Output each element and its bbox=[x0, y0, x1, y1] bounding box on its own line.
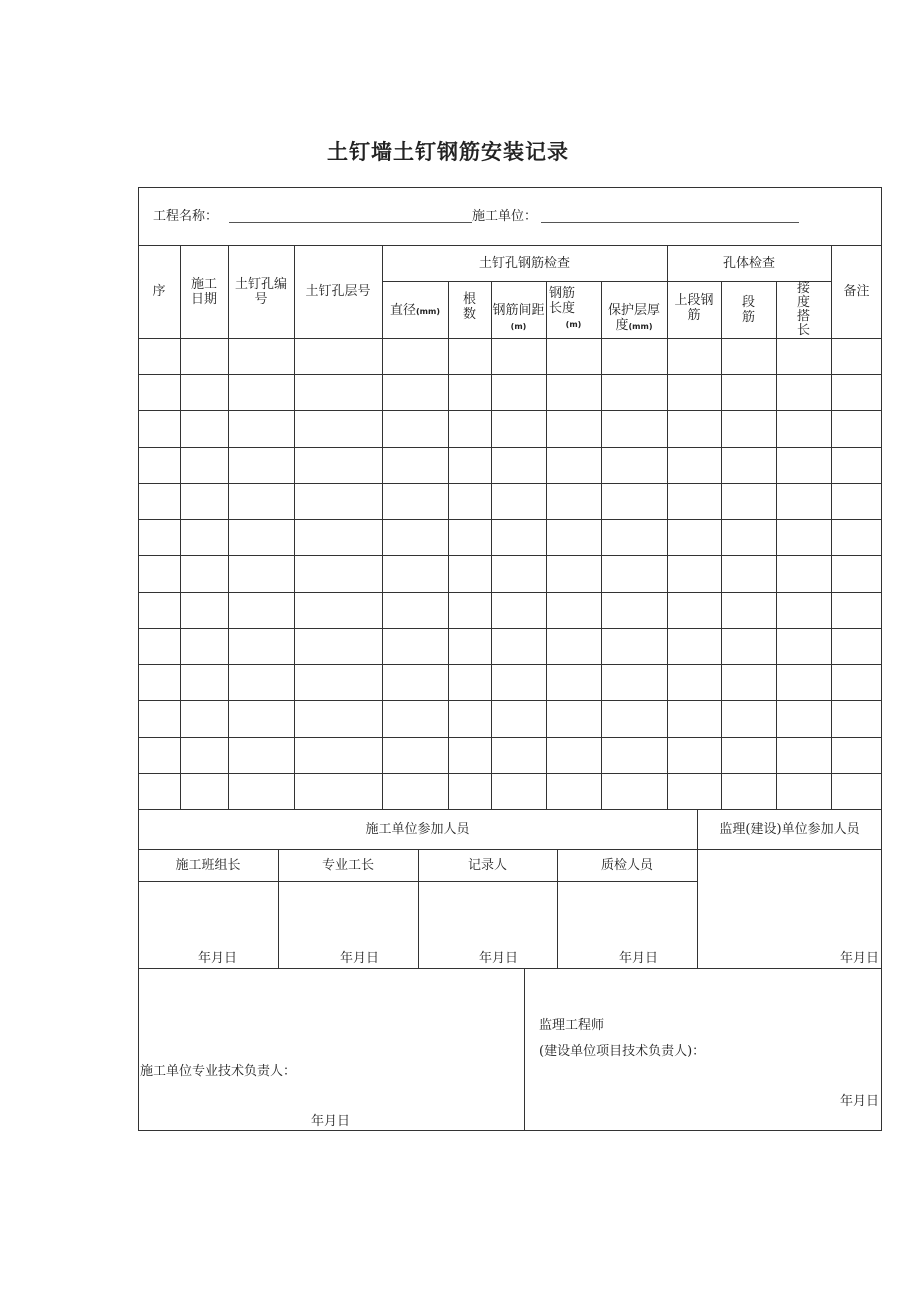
table-cell[interactable] bbox=[295, 375, 382, 410]
table-cell[interactable] bbox=[181, 339, 228, 374]
table-cell[interactable] bbox=[602, 375, 667, 410]
table-cell[interactable] bbox=[181, 593, 228, 628]
table-cell[interactable] bbox=[383, 629, 448, 664]
table-cell[interactable] bbox=[295, 665, 382, 700]
table-cell[interactable] bbox=[181, 520, 228, 555]
table-cell[interactable] bbox=[139, 448, 180, 483]
table-cell[interactable] bbox=[602, 339, 667, 374]
table-cell[interactable] bbox=[668, 375, 721, 410]
recorder-date: 年月日 bbox=[479, 951, 519, 966]
table-cell[interactable] bbox=[668, 339, 721, 374]
table-cell[interactable] bbox=[668, 665, 721, 700]
table-cell[interactable] bbox=[181, 774, 228, 809]
table-cell[interactable] bbox=[139, 411, 180, 446]
length-unit: (m) bbox=[565, 320, 582, 329]
table-cell[interactable] bbox=[547, 339, 601, 374]
table-cell[interactable] bbox=[181, 375, 228, 410]
table-cell[interactable] bbox=[383, 593, 448, 628]
table-cell[interactable] bbox=[722, 556, 776, 591]
sign-col-divider bbox=[524, 968, 525, 1131]
table-cell[interactable] bbox=[229, 339, 294, 374]
table-cell[interactable] bbox=[229, 701, 294, 736]
table-cell[interactable] bbox=[668, 448, 721, 483]
table-cell[interactable] bbox=[295, 701, 382, 736]
table-cell[interactable] bbox=[668, 738, 721, 773]
table-cell[interactable] bbox=[547, 665, 601, 700]
table-cell[interactable] bbox=[139, 339, 180, 374]
col-header-length bbox=[546, 286, 601, 332]
table-cell[interactable] bbox=[229, 375, 294, 410]
table-cell[interactable] bbox=[722, 593, 776, 628]
table-cell[interactable] bbox=[449, 484, 491, 519]
table-cell[interactable] bbox=[295, 339, 382, 374]
table-cell[interactable] bbox=[229, 411, 294, 446]
team-leader-label: 施工班组长 bbox=[175, 858, 241, 873]
table-cell[interactable] bbox=[777, 520, 831, 555]
table-cell[interactable] bbox=[832, 701, 882, 736]
table-cell[interactable] bbox=[668, 484, 721, 519]
table-cell[interactable] bbox=[229, 738, 294, 773]
foreman-date: 年月日 bbox=[340, 951, 380, 966]
diameter-label: 直径 bbox=[390, 303, 417, 318]
table-cell[interactable] bbox=[449, 448, 491, 483]
table-cell[interactable] bbox=[777, 375, 831, 410]
table-cell[interactable] bbox=[492, 665, 546, 700]
table-cell[interactable] bbox=[295, 411, 382, 446]
table-cell[interactable] bbox=[492, 520, 546, 555]
table-cell[interactable] bbox=[602, 629, 667, 664]
table-cell[interactable] bbox=[449, 593, 491, 628]
header-divider bbox=[382, 281, 831, 282]
table-cell[interactable] bbox=[832, 774, 882, 809]
table-cell[interactable] bbox=[832, 629, 882, 664]
table-cell[interactable] bbox=[139, 375, 180, 410]
table-cell[interactable] bbox=[832, 448, 882, 483]
table-cell[interactable] bbox=[492, 411, 546, 446]
table-cell[interactable] bbox=[449, 665, 491, 700]
table-cell[interactable] bbox=[832, 738, 882, 773]
table-cell[interactable] bbox=[668, 520, 721, 555]
table-cell[interactable] bbox=[181, 629, 228, 664]
col-header-hole-layer: 土钉孔层号 bbox=[305, 284, 371, 299]
supervisor-engineer-date: 年月日 bbox=[840, 1094, 880, 1109]
table-cell[interactable] bbox=[777, 774, 831, 809]
table-cell[interactable] bbox=[181, 448, 228, 483]
foreman-label: 专业工长 bbox=[321, 858, 374, 873]
table-cell[interactable] bbox=[547, 556, 601, 591]
group-header-hole-check: 孔体检查 bbox=[722, 256, 775, 271]
table-cell[interactable] bbox=[722, 448, 776, 483]
length-label: 钢筋长度 bbox=[548, 286, 575, 316]
diameter-unit: (mm) bbox=[416, 307, 440, 316]
table-cell[interactable] bbox=[722, 774, 776, 809]
table-cell[interactable] bbox=[383, 448, 448, 483]
col-header-upper-rebar: 上段钢筋 bbox=[674, 293, 714, 323]
table-cell[interactable] bbox=[383, 520, 448, 555]
table-cell[interactable] bbox=[449, 629, 491, 664]
table-cell[interactable] bbox=[547, 593, 601, 628]
table-cell[interactable] bbox=[547, 629, 601, 664]
table-cell[interactable] bbox=[777, 738, 831, 773]
table-cell[interactable] bbox=[229, 593, 294, 628]
table-cell[interactable] bbox=[602, 593, 667, 628]
table-cell[interactable] bbox=[449, 411, 491, 446]
table-cell[interactable] bbox=[832, 375, 882, 410]
table-cell[interactable] bbox=[229, 665, 294, 700]
table-cell[interactable] bbox=[229, 629, 294, 664]
table-cell[interactable] bbox=[295, 774, 382, 809]
table-cell[interactable] bbox=[383, 375, 448, 410]
table-cell[interactable] bbox=[295, 629, 382, 664]
table-cell[interactable] bbox=[832, 411, 882, 446]
table-cell[interactable] bbox=[722, 701, 776, 736]
table-cell[interactable] bbox=[383, 411, 448, 446]
table-cell[interactable] bbox=[492, 774, 546, 809]
table-cell[interactable] bbox=[547, 448, 601, 483]
table-cell[interactable] bbox=[383, 556, 448, 591]
table-cell[interactable] bbox=[668, 556, 721, 591]
table-cell[interactable] bbox=[602, 411, 667, 446]
table-cell[interactable] bbox=[602, 556, 667, 591]
table-cell[interactable] bbox=[383, 484, 448, 519]
table-cell[interactable] bbox=[547, 520, 601, 555]
table-cell[interactable] bbox=[229, 520, 294, 555]
table-cell[interactable] bbox=[722, 738, 776, 773]
table-cell[interactable] bbox=[139, 774, 180, 809]
table-cell[interactable] bbox=[139, 556, 180, 591]
tech-lead-date: 年月日 bbox=[311, 1114, 351, 1129]
supervisor-staff-heading: 监理(建设)单位参加人员 bbox=[719, 822, 860, 837]
table-cell[interactable] bbox=[547, 411, 601, 446]
spacing-unit: (m) bbox=[510, 322, 527, 331]
table-cell[interactable] bbox=[722, 375, 776, 410]
table-cell[interactable] bbox=[668, 411, 721, 446]
table-cell[interactable] bbox=[777, 411, 831, 446]
col-header-date: 施工日期 bbox=[190, 277, 217, 307]
project-name-label: 工程名称： bbox=[153, 209, 219, 224]
team-leader-date: 年月日 bbox=[198, 951, 238, 966]
table-cell[interactable] bbox=[668, 701, 721, 736]
col-header-section-rebar: 段筋 bbox=[742, 295, 756, 325]
inspector-date: 年月日 bbox=[619, 951, 659, 966]
table-cell[interactable] bbox=[547, 701, 601, 736]
table-cell[interactable] bbox=[492, 701, 546, 736]
table-cell[interactable] bbox=[602, 520, 667, 555]
table-cell[interactable] bbox=[547, 375, 601, 410]
col-header-count: 根数 bbox=[462, 292, 476, 322]
table-cell[interactable] bbox=[832, 556, 882, 591]
inspector-label: 质检人员 bbox=[600, 858, 653, 873]
table-cell[interactable] bbox=[449, 375, 491, 410]
table-cell[interactable] bbox=[383, 701, 448, 736]
table-cell[interactable] bbox=[777, 665, 831, 700]
table-cell[interactable] bbox=[547, 738, 601, 773]
table-cell[interactable] bbox=[181, 484, 228, 519]
table-cell[interactable] bbox=[295, 520, 382, 555]
spacing-label: 钢筋间距 bbox=[492, 303, 545, 318]
table-cell[interactable] bbox=[449, 556, 491, 591]
owner-tech-lead-label: (建设单位项目技术负责人)： bbox=[539, 1044, 706, 1059]
table-top-border bbox=[138, 245, 882, 246]
table-cell[interactable] bbox=[139, 484, 180, 519]
table-cell[interactable] bbox=[229, 774, 294, 809]
table-cell[interactable] bbox=[668, 774, 721, 809]
table-cell[interactable] bbox=[777, 556, 831, 591]
table-cell[interactable] bbox=[449, 701, 491, 736]
group-header-rebar-check: 土钉孔钢筋检查 bbox=[478, 256, 570, 271]
page-title: 土钉墙土钉钢筋安装记录 bbox=[327, 140, 569, 164]
table-cell[interactable] bbox=[492, 375, 546, 410]
table-cell[interactable] bbox=[602, 774, 667, 809]
cover-label: 保护层厚度 bbox=[607, 303, 660, 333]
table-cell[interactable] bbox=[383, 665, 448, 700]
col-header-remarks: 备注 bbox=[843, 284, 870, 299]
col-header-lap-length: 接度搭长 bbox=[797, 281, 811, 338]
contractor-field[interactable] bbox=[541, 222, 799, 223]
tech-lead-label: 施工单位专业技术负责人： bbox=[140, 1064, 297, 1079]
col-header-hole-no: 土钉孔编号 bbox=[234, 277, 287, 307]
table-cell[interactable] bbox=[722, 339, 776, 374]
table-cell[interactable] bbox=[722, 411, 776, 446]
project-name-field[interactable] bbox=[229, 222, 472, 223]
table-cell[interactable] bbox=[777, 339, 831, 374]
supervisor-staff-date: 年月日 bbox=[840, 951, 880, 966]
table-cell[interactable] bbox=[722, 520, 776, 555]
table-cell[interactable] bbox=[383, 774, 448, 809]
table-cell[interactable] bbox=[181, 411, 228, 446]
sign-divider bbox=[138, 968, 882, 969]
table-cell[interactable] bbox=[602, 738, 667, 773]
table-cell[interactable] bbox=[668, 629, 721, 664]
table-cell[interactable] bbox=[602, 484, 667, 519]
table-cell[interactable] bbox=[449, 774, 491, 809]
contractor-label: 施工单位： bbox=[472, 209, 538, 224]
table-cell[interactable] bbox=[832, 665, 882, 700]
recorder-label: 记录人 bbox=[467, 858, 507, 873]
table-cell[interactable] bbox=[492, 339, 546, 374]
table-cell[interactable] bbox=[449, 520, 491, 555]
table-cell[interactable] bbox=[492, 738, 546, 773]
table-cell[interactable] bbox=[832, 484, 882, 519]
table-cell[interactable] bbox=[229, 484, 294, 519]
col-header-cover bbox=[601, 303, 667, 334]
table-cell[interactable] bbox=[181, 738, 228, 773]
table-cell[interactable] bbox=[139, 738, 180, 773]
table-cell[interactable] bbox=[139, 701, 180, 736]
table-cell[interactable] bbox=[602, 665, 667, 700]
table-cell[interactable] bbox=[295, 738, 382, 773]
table-cell[interactable] bbox=[722, 665, 776, 700]
table-cell[interactable] bbox=[777, 448, 831, 483]
table-cell[interactable] bbox=[777, 593, 831, 628]
table-cell[interactable] bbox=[383, 738, 448, 773]
table-cell[interactable] bbox=[832, 593, 882, 628]
contractor-staff-heading: 施工单位参加人员 bbox=[365, 822, 470, 837]
table-cell[interactable] bbox=[547, 484, 601, 519]
table-cell[interactable] bbox=[139, 665, 180, 700]
table-bottom-border bbox=[138, 809, 882, 810]
table-cell[interactable] bbox=[777, 629, 831, 664]
table-cell[interactable] bbox=[602, 448, 667, 483]
table-cell[interactable] bbox=[295, 448, 382, 483]
table-cell[interactable] bbox=[181, 556, 228, 591]
table-cell[interactable] bbox=[229, 556, 294, 591]
col-header-spacing bbox=[491, 303, 546, 334]
table-cell[interactable] bbox=[295, 484, 382, 519]
sign-divider bbox=[138, 849, 882, 850]
table-cell[interactable] bbox=[832, 339, 882, 374]
cover-unit: (mm) bbox=[628, 322, 653, 331]
table-cell[interactable] bbox=[777, 701, 831, 736]
table-cell[interactable] bbox=[722, 484, 776, 519]
table-cell[interactable] bbox=[492, 629, 546, 664]
table-cell[interactable] bbox=[832, 520, 882, 555]
col-header-seq: 序 bbox=[152, 284, 166, 299]
supervisor-engineer-label: 监理工程师 bbox=[539, 1018, 605, 1033]
table-cell[interactable] bbox=[181, 665, 228, 700]
table-cell[interactable] bbox=[492, 484, 546, 519]
table-cell[interactable] bbox=[383, 339, 448, 374]
table-cell[interactable] bbox=[668, 593, 721, 628]
table-cell[interactable] bbox=[449, 339, 491, 374]
table-cell[interactable] bbox=[492, 448, 546, 483]
col-header-diameter bbox=[382, 303, 448, 319]
table-cell[interactable] bbox=[602, 701, 667, 736]
table-cell[interactable] bbox=[229, 448, 294, 483]
table-cell[interactable] bbox=[139, 520, 180, 555]
table-cell[interactable] bbox=[295, 556, 382, 591]
table-cell[interactable] bbox=[492, 556, 546, 591]
table-cell[interactable] bbox=[547, 774, 601, 809]
table-cell[interactable] bbox=[449, 738, 491, 773]
table-cell[interactable] bbox=[139, 629, 180, 664]
table-cell[interactable] bbox=[181, 701, 228, 736]
table-cell[interactable] bbox=[777, 484, 831, 519]
table-cell[interactable] bbox=[139, 593, 180, 628]
table-cell[interactable] bbox=[295, 593, 382, 628]
table-cell[interactable] bbox=[492, 593, 546, 628]
table-cell[interactable] bbox=[722, 629, 776, 664]
